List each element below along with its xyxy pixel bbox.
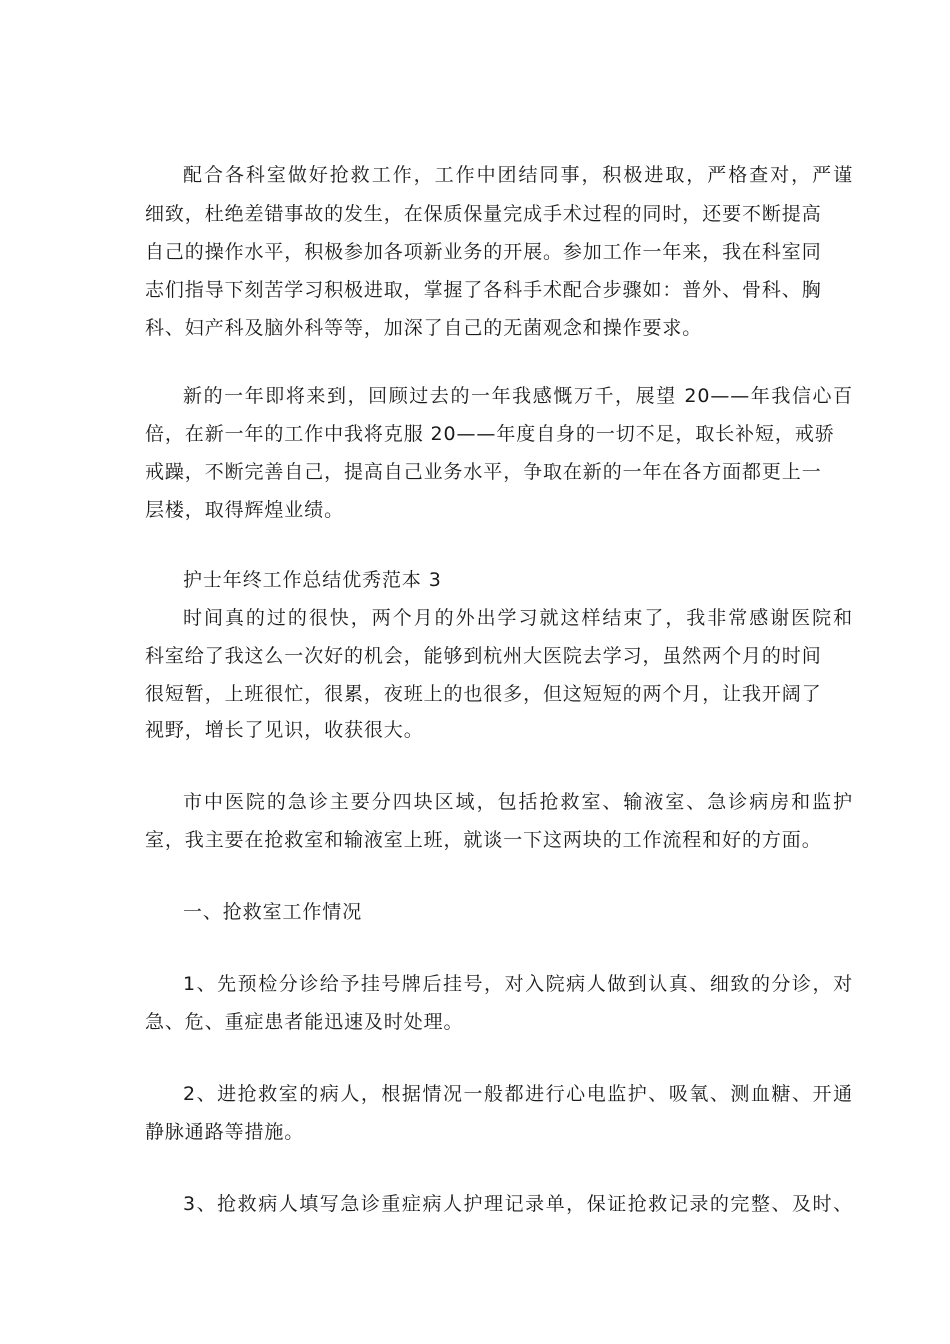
paragraph-line: 1、先预检分诊给予挂号牌后挂号，对入院病人做到认真、细致的分诊，对 — [183, 973, 853, 995]
paragraph-line: 视野，增长了见识，收获很大。 — [145, 719, 424, 741]
paragraph-line: 志们指导下刻苦学习积极进取，掌握了各科手术配合步骤如：普外、骨科、胸 — [145, 279, 822, 301]
paragraph-line: 科室给了我这么一次好的机会，能够到杭州大医院去学习，虽然两个月的时间 — [145, 645, 822, 667]
paragraph-line: 倍，在新一年的工作中我将克服 20——年度自身的一切不足，取长补短，戒骄 — [145, 423, 835, 445]
paragraph-line: 室，我主要在抢救室和输液室上班，就谈一下这两块的工作流程和好的方面。 — [145, 829, 822, 851]
paragraph-line: 2、进抢救室的病人，根据情况一般都进行心电监护、吸氧、测血糖、开通 — [183, 1083, 853, 1105]
paragraph-line: 时间真的过的很快，两个月的外出学习就这样结束了，我非常感谢医院和 — [183, 607, 853, 629]
paragraph-line: 层楼，取得辉煌业绩。 — [145, 499, 345, 521]
paragraph-line: 戒躁，不断完善自己，提高自己业务水平，争取在新的一年在各方面都更上一 — [145, 461, 822, 483]
paragraph-line: 科、妇产科及脑外科等等，加深了自己的无菌观念和操作要求。 — [145, 317, 703, 339]
section-heading: 护士年终工作总结优秀范本 3 — [183, 569, 442, 591]
paragraph-line: 静脉通路等措施。 — [145, 1121, 305, 1143]
paragraph-line: 很短暂，上班很忙，很累，夜班上的也很多，但这短短的两个月，让我开阔了 — [145, 683, 822, 705]
paragraph-line: 3、抢救病人填写急诊重症病人护理记录单，保证抢救记录的完整、及时、 — [183, 1193, 853, 1215]
paragraph-line: 市中医院的急诊主要分四块区域，包括抢救室、输液室、急诊病房和监护 — [183, 791, 853, 813]
section-heading: 一、抢救室工作情况 — [183, 901, 363, 923]
paragraph-line: 急、危、重症患者能迅速及时处理。 — [145, 1011, 464, 1033]
paragraph-line: 新的一年即将来到，回顾过去的一年我感慨万千，展望 20——年我信心百 — [183, 385, 853, 407]
paragraph-line: 配合各科室做好抢救工作，工作中团结同事，积极进取，严格查对，严谨 — [183, 164, 853, 186]
paragraph-line: 细致，杜绝差错事故的发生，在保质保量完成手术过程的同时，还要不断提高 — [145, 203, 822, 225]
paragraph-line: 自己的操作水平，积极参加各项新业务的开展。参加工作一年来，我在科室同 — [145, 241, 822, 263]
